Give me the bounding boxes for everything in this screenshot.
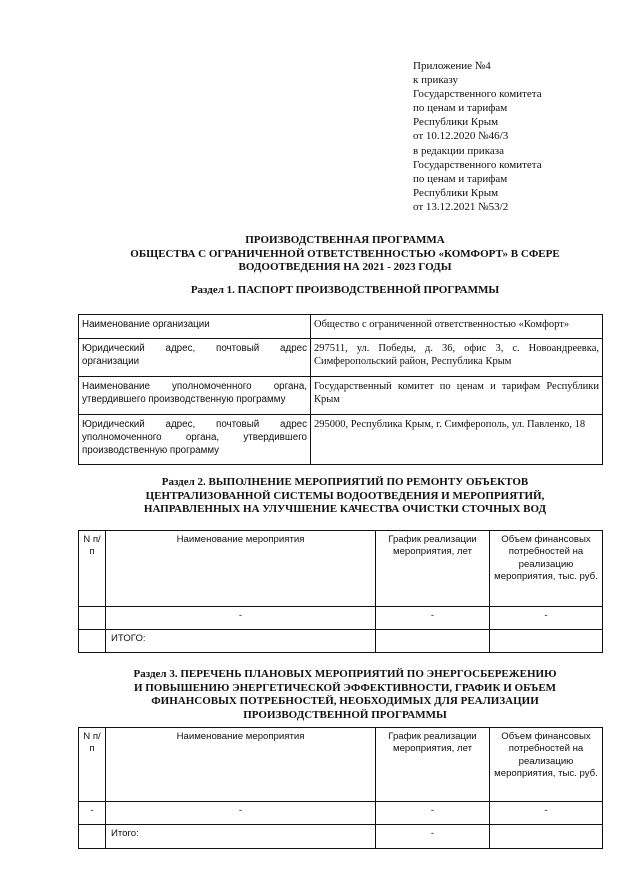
section3-heading: [60, 668, 630, 722]
section1-heading: Раздел 1. ПАСПОРТ ПРОИЗВОДСТВЕННОЙ ПРОГРАММЫ: [190, 284, 500, 296]
table-row: [79, 802, 603, 825]
cell-schedule: [376, 630, 490, 653]
cell-schedule: -: [376, 802, 490, 825]
table-header-row: [79, 531, 603, 607]
col-volume-header: Объем финансовых потребностей на реализацию мероприятия, тыс. руб.: [490, 728, 603, 802]
measures-table: [78, 530, 603, 653]
table-header-row: [79, 728, 603, 802]
heading-line: ФИНАНСОВЫХ ПОТРЕБНОСТЕЙ, НЕОБХОДИМЫХ ДЛЯ РЕАЛИЗАЦИИ: [151, 695, 539, 707]
passport-value: Общество с ограниченной ответственностью «Комфорт»: [311, 315, 603, 339]
title-line: ПРОИЗВОДСТВЕННАЯ ПРОГРАММА: [245, 234, 445, 246]
appendix-line: по ценам и тарифам: [413, 102, 508, 115]
energy-measures-table: [78, 727, 603, 849]
cell-schedule: -: [376, 825, 490, 849]
title-line: ВОДООТВЕДЕНИЯ НА 2021 - 2023 ГОДЫ: [238, 261, 452, 273]
appendix-line: от 13.12.2021 №53/2: [413, 200, 509, 213]
col-num-header: N п/п: [79, 531, 106, 607]
cell-num: [79, 825, 106, 849]
cell-name: -: [106, 802, 376, 825]
appendix-line: Приложение №4: [413, 60, 491, 72]
heading-line: Раздел 2. ВЫПОЛНЕНИЕ МЕРОПРИЯТИЙ ПО РЕМОНТУ ОБЪЕКТОВ: [161, 476, 529, 488]
heading-line: И ПОВЫШЕНИЮ ЭНЕРГЕТИЧЕСКОЙ ЭФФЕКТИВНОСТИ, ГРАФИК И ОБЪЕМ: [133, 681, 557, 694]
table-row: [79, 339, 603, 377]
appendix-line: от 10.12.2020 №46/3: [413, 130, 509, 143]
cell-volume: -: [490, 607, 603, 630]
passport-value: 295000, Республика Крым, г. Симферополь, ул. Павленко, 18: [311, 415, 603, 465]
passport-value: 297511, ул. Победы, д. 36, офис 3, с. Новоандреевка, Симферопольский район, Республика Крым: [311, 339, 603, 377]
cell-name: -: [106, 607, 376, 630]
appendix-line: по ценам и тарифам: [413, 172, 508, 185]
heading-line: Раздел 3. ПЕРЕЧЕНЬ ПЛАНОВЫХ МЕРОПРИЯТИЙ ПО ЭНЕРГОСБЕРЕЖЕНИЮ: [133, 668, 557, 680]
total-row: [79, 825, 603, 849]
appendix-line: Государственного комитета: [413, 158, 542, 171]
table-row: [79, 315, 603, 339]
total-row: [79, 630, 603, 653]
table-row: [79, 607, 603, 630]
col-volume-header: Объем финансовых потребностей на реализацию мероприятия, тыс. руб.: [490, 531, 603, 607]
table-row: [79, 377, 603, 415]
cell-num: [79, 630, 106, 653]
appendix-line: Государственного комитета: [413, 88, 542, 101]
passport-label: Юридический адрес, почтовый адрес уполномоченного органа, утвердившего производственную программу: [79, 415, 311, 465]
table-row: [79, 415, 603, 465]
passport-table: [78, 314, 603, 465]
cell-volume: -: [490, 802, 603, 825]
appendix-line: к приказу: [413, 74, 459, 87]
total-label: ИТОГО:: [106, 630, 376, 653]
cell-volume: [490, 825, 603, 849]
passport-label: Наименование организации: [79, 315, 311, 339]
passport-label: Наименование уполномоченного органа, утвердившего производственную программу: [79, 377, 311, 415]
appendix-line: Республики Крым: [413, 186, 499, 199]
cell-num: -: [79, 802, 106, 825]
appendix-block: [413, 59, 542, 214]
total-label: Итого:: [106, 825, 376, 849]
col-schedule-header: График реализации мероприятия, лет: [376, 728, 490, 802]
cell-schedule: -: [376, 607, 490, 630]
heading-line: НАПРАВЛЕННЫХ НА УЛУЧШЕНИЕ КАЧЕСТВА ОЧИСТКИ СТОЧНЫХ ВОД: [143, 503, 547, 515]
col-name-header: Наименование мероприятия: [106, 531, 376, 607]
appendix-line: Республики Крым: [413, 116, 499, 129]
col-name-header: Наименование мероприятия: [106, 728, 376, 802]
title-line: ОБЩЕСТВА С ОГРАНИЧЕННОЙ ОТВЕТСТВЕННОСТЬЮ «КОМФОРТ» В СФЕРЕ: [130, 247, 560, 260]
col-schedule-header: График реализации мероприятия, лет: [376, 531, 490, 607]
heading-line: ЦЕНТРАЛИЗОВАННОЙ СИСТЕМЫ ВОДООТВЕДЕНИЯ И МЕРОПРИЯТИЙ,: [145, 489, 545, 502]
cell-num: [79, 607, 106, 630]
appendix-line: в редакции приказа: [413, 144, 504, 157]
cell-volume: [490, 630, 603, 653]
document-title: [60, 234, 630, 275]
passport-value: Государственный комитет по ценам и тарифам Республики Крым: [311, 377, 603, 415]
passport-label: Юридический адрес, почтовый адрес организации: [79, 339, 311, 377]
section2-heading: [60, 476, 630, 517]
heading-line: ПРОИЗВОДСТВЕННОЙ ПРОГРАММЫ: [243, 708, 447, 721]
col-num-header: N п/п: [79, 728, 106, 802]
